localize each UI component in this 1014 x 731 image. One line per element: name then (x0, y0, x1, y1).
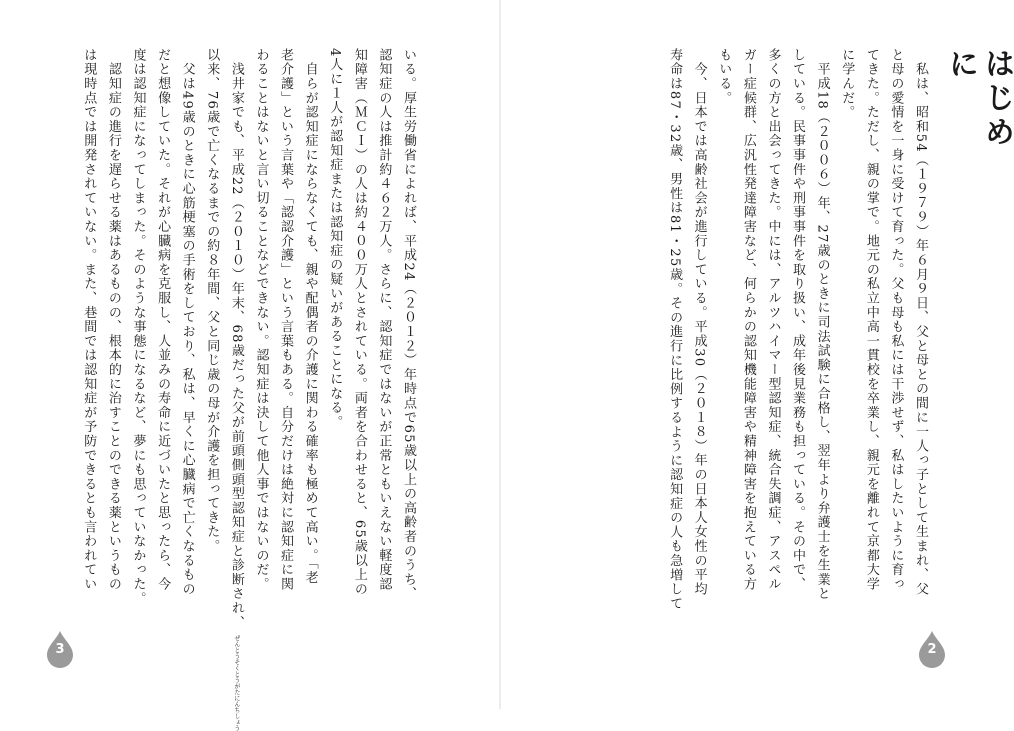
text-column: と母の愛情を一身に受けて育った。父も母も私には干渉せず、私はしたいように育っ (888, 48, 904, 592)
text-column: 認知症の進行を遅らせる薬はあるものの、根本的に治すことのできる薬というもの (105, 48, 121, 592)
text-column: 認知症の人は推計約４６２万人。さらに、認知症ではないが正常ともいえない軽度認 (376, 48, 392, 592)
text-column: は現時点では開発されていない。また、巷間では認知症が予防できるとも言われてい (81, 48, 97, 592)
right-page-body (572, 48, 932, 611)
page-number-badge (46, 630, 74, 668)
text-column: 浅井家でも、平成22（２０１０）年末、68歳だった父が前頭側頭型認知症と診断され、 (228, 48, 244, 630)
text-column: 知障害（ＭＣＩ）の人は約４００万人とされている。両者を合わせると、65歳以上の (351, 48, 367, 597)
text-column: している。民事事件や刑事事件を取り扱い、成年後見業務も担っている。その中で、 (790, 48, 806, 592)
page-number: 2 (927, 642, 937, 657)
text-column: てきた。ただし、親の掌で。地元の私立中高一貫校を卒業し、親元を離れて京都大学 (863, 48, 879, 592)
page-number: 3 (55, 642, 65, 657)
text-column: わることはないと言い切ることなどできない。認知症は決して他人事ではないのだ。 (253, 48, 269, 592)
text-column: 老介護」という言葉や「認認介護」という言葉もある。自分だけは絶対に認知症に関 (278, 48, 294, 592)
text-column: 多くの方と出会ってきた。中には、アルツハイマー型認知症、統合失調症、アスペル (765, 48, 781, 592)
text-column: に学んだ。 (839, 48, 855, 120)
text-column: いる。厚生労働省によれば、平成24（２０１２）年時点で65歳以上の高齢者のうち、 (401, 48, 416, 602)
text-column: 平成18（２００６）年、27歳のときに司法試験に合格し、翌年より弁護士を生業と (814, 48, 830, 602)
text-column: ガー症候群、広汎性発達障害など、何らかの認知機能障害や精神障害を抱えている方 (740, 48, 756, 592)
text-column-with-ruby (223, 48, 248, 731)
text-column: 寿命は87・32歳、男性は81・25歳。その進行に比例するように認知症の人も急増して (667, 48, 683, 611)
left-page (0, 0, 500, 731)
text-column: 4人に１人が認知症または認知症の疑いがあることになる。 (327, 48, 343, 430)
left-page-body (52, 48, 420, 731)
chapter-title: はじめに (943, 48, 1014, 150)
page-number-badge (918, 630, 946, 668)
text-column: だと想像していた。それが心臓病を克服し、人並みの寿命に近づいたと思ったら、今 (155, 48, 171, 592)
text-column: 以来、76歳で亡くなるまでの約８年間、父と同じ歳の母が介護を担ってきた。 (204, 48, 220, 554)
right-page (500, 0, 1014, 709)
text-column: もいる。 (716, 48, 732, 106)
text-column: 度は認知症になってしまった。そのような事態になるなど、夢にも思っていなかった。 (130, 48, 146, 606)
text-column: 自らが認知症にならなくても、親や配偶者の介護に関わる確率も極めて高い。「老 (302, 48, 318, 585)
text-column: 私は、昭和54（１９７９）年６月９日、父と母との間に一人っ子として生まれ、父 (913, 48, 928, 597)
text-column: 今、日本では高齢社会が進行している。平成30（２０１８）年の日本人女性の平均 (691, 48, 707, 597)
ruby-annotation: ぜんとうそくとうがたにんちしょう (232, 635, 240, 731)
text-column: 父は49歳のときに心筋梗塞の手術をしており、私は、早くに心臓病で亡くなるもの (179, 48, 195, 597)
